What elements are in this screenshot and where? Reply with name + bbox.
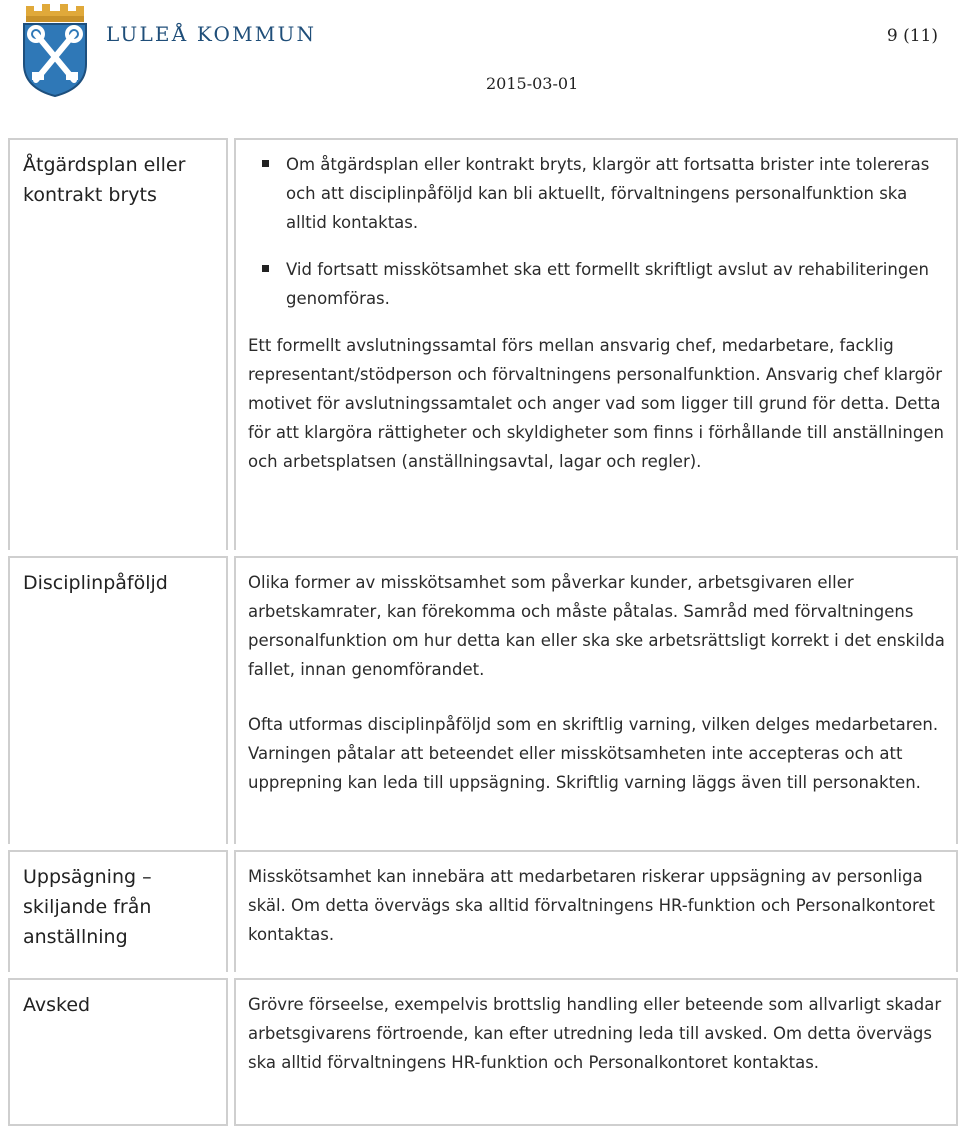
list-item — [248, 255, 948, 313]
row-content — [234, 850, 958, 972]
paragraph: Olika former av misskötsamhet som påverkar kunder, arbetsgivaren eller arbetskamrater, kan förekomma och måste påtalas. Samråd med förvaltningens personalfunktion om hur detta kan eller ska ske arbetsrättsligt korrekt i det enskilda fallet, innan genomförandet. — [248, 573, 945, 679]
paragraph: Ofta utformas disciplinpåföljd som en skriftlig varning, vilken delges medarbetaren. Varningen påtalar att beteendet eller misskötsamheten inte accepteras och att upprepning kan leda till uppsägning. Skriftlig varning läggs även till personakten. — [248, 715, 939, 792]
content-table — [8, 138, 958, 1126]
list-item — [248, 150, 948, 237]
table-row — [8, 556, 958, 844]
paragraph: Ett formellt avslutningssamtal förs mellan ansvarig chef, medarbetare, facklig representant/stödperson och förvaltningens personalfunktion. Ansvarig chef klargör motivet för avslutningssamtalet och anger vad som ligger till grund för detta. Detta för att klargöra rättigheter och skyldigheter som finns i förhållande till anställningen och arbetsplatsen (anställningsavtal, lagar och regler). — [248, 336, 944, 471]
list-item-text: Vid fortsatt misskötsamhet ska ett formellt skriftligt avslut av rehabiliteringen genomföras. — [286, 260, 929, 308]
table-row — [8, 850, 958, 972]
row-content — [234, 556, 958, 844]
table-row — [8, 138, 958, 550]
bullet-icon — [262, 265, 269, 272]
document-date: 2015-03-01 — [486, 74, 579, 93]
paragraph: Grövre förseelse, exempelvis brottslig handling eller beteende som allvarligt skadar arbetsgivarens förtroende, kan efter utredning leda till avsked. Om detta övervägs ska alltid förvaltningens HR-funktion och Personalkontoret kontaktas. — [248, 995, 942, 1072]
bullet-icon — [262, 160, 269, 167]
page-number: 9 (11) — [886, 26, 938, 46]
row-label: Avsked — [8, 978, 228, 1126]
organization-name: LULEÅ KOMMUN — [106, 22, 317, 46]
row-label: Disciplinpåföljd — [8, 556, 228, 844]
paragraph: Misskötsamhet kan innebära att medarbetaren riskerar uppsägning av personliga skäl. Om detta övervägs ska alltid förvaltningens HR-funktion och Personalkontoret kontaktas. — [248, 867, 935, 944]
page-header — [0, 0, 960, 120]
row-label: Åtgärdsplan eller kontrakt bryts — [8, 138, 228, 550]
row-content — [234, 978, 958, 1126]
list-item-text: Om åtgärdsplan eller kontrakt bryts, klargör att fortsatta brister inte tolereras och att disciplinpåföljd kan bli aktuellt, förvaltningens personalfunktion ska alltid kontaktas. — [286, 155, 930, 232]
row-content — [234, 138, 958, 550]
row-label: Uppsägning – skiljande från anställning — [8, 850, 228, 972]
lulea-crest-icon — [20, 2, 90, 98]
table-row — [8, 978, 958, 1126]
